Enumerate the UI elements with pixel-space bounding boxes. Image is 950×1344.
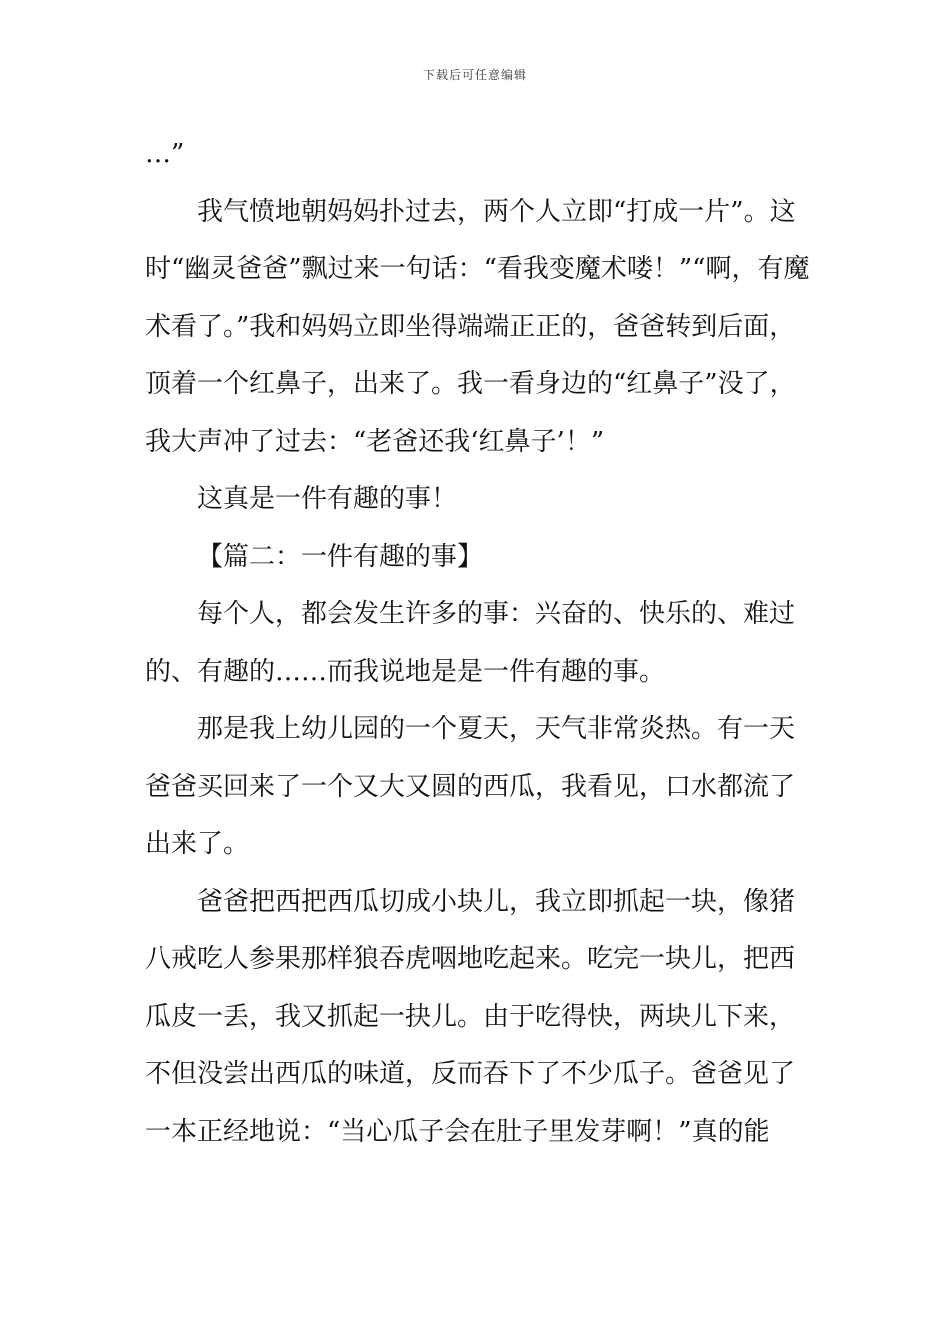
paragraph-conclusion: 这真是一件有趣的事！	[197, 484, 458, 514]
paragraph-magic-story: 我气愤地朝妈妈扑过去，两个人立即“打成一片”。这时“幽灵爸爸”飘过来一句话：“看我变魔术喽！”“啊，有魔术看了。”我和妈妈立即坐得端端正正的，爸爸转到后面，顶着一个红鼻子，出来了。我一看身边的“红鼻子”没了，我大声冲了过去：“老爸还我‘红鼻子’！”	[145, 196, 810, 457]
paragraph-watermelon: 爸爸把西把西瓜切成小块儿，我立即抓起一块，像猪八戒吃人参果那样狼吞虎咽地吃起来。吃完一块儿，把西瓜皮一丢，我又抓起一抉儿。由于吃得快，两块儿下来，不但没尝出西瓜的味道，反而吞下了不少瓜子。爸爸见了一本正经地说：“当心瓜子会在肚子里发芽啊！”真的能	[145, 886, 796, 1147]
section-heading: 【篇二：一件有趣的事】	[197, 541, 484, 572]
document-body	[145, 126, 810, 1161]
paragraph-intro: 每个人，都会发生许多的事：兴奋的、快乐的、难过的、有趣的……而我说地是是一件有趣的事。	[145, 599, 796, 687]
page-header: 下载后可任意编辑	[422, 68, 527, 82]
paragraph-summer: 那是我上幼儿园的一个夏天，天气非常炎热。有一天爸爸买回来了一个又大又圆的西瓜，我看见，口水都流了出来了。	[145, 714, 796, 859]
paragraph-ellipsis: …”	[145, 139, 185, 169]
